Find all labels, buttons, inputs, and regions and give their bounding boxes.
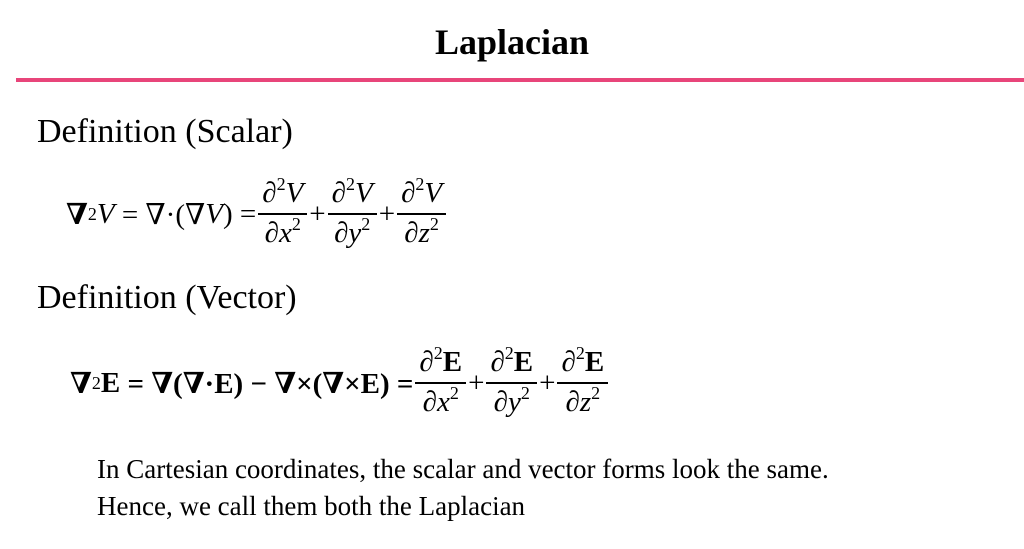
page-title: Laplacian — [434, 22, 590, 62]
plus-sign: + — [539, 366, 556, 399]
vector-definition-heading: Definition (Vector) — [37, 279, 297, 316]
scalar-definition-heading: Definition (Scalar) — [37, 113, 293, 150]
numerator: ∂$^2$V — [328, 175, 377, 215]
plus-sign: + — [309, 197, 326, 230]
note-line-2: Hence, we call them both the Laplacian — [97, 491, 526, 521]
vector-identity: = ∇(∇·E) − ∇×(∇×E) = — [120, 367, 414, 400]
title-divider — [16, 78, 1024, 82]
partial-derivative-y — [328, 175, 377, 253]
scalar-laplacian-equation: ∇ 2 V = ∇·(∇ V ) = $\frac{\partial^2V}{\partial x^2}$ + $\frac{\partial^2V}{\partial y^2}$ + $\frac{\partial^2V}{\partial z^2}$ — [66, 168, 448, 260]
partial-derivative-y — [486, 344, 537, 422]
numerator: ∂$^2$V — [397, 175, 446, 215]
divergence-of-gradient: = ∇·(∇ — [114, 198, 206, 231]
numerator: ∂$^2$E — [557, 344, 608, 384]
vector-laplacian-equation: ∇ 2 E = ∇(∇·E) − ∇×(∇×E) = $\frac{\partial^2E}{\partial x^2}$ + $\frac{\partial^2E}{\partial y^2}$ + $\frac{\partial^2E}{\partial z^2}$ — [70, 337, 610, 429]
denominator: $\partial z^2$ — [404, 214, 439, 249]
denominator: $\partial z^2$ — [565, 383, 601, 418]
partial-derivative-z — [557, 344, 608, 422]
plus-sign: + — [468, 366, 485, 399]
numerator: ∂$^2$V — [258, 175, 307, 215]
scalar-variable: V — [205, 197, 223, 230]
denominator: $\partial x^2$ — [422, 383, 459, 418]
partial-derivative-z — [397, 175, 446, 253]
nabla-symbol: ∇ — [70, 367, 92, 400]
denominator: $\partial y^2$ — [493, 383, 530, 418]
vector-field: E — [100, 366, 121, 399]
note-line-1: In Cartesian coordinates, the scalar and vector forms look the same. — [97, 454, 829, 484]
numerator: ∂$^2$E — [486, 344, 537, 384]
nabla-symbol: ∇ — [66, 198, 88, 231]
denominator: $\partial x^2$ — [264, 214, 301, 249]
denominator: $\partial y^2$ — [334, 214, 371, 249]
closing-paren: ) = — [222, 197, 257, 230]
plus-sign: + — [378, 197, 396, 230]
scalar-variable: V — [96, 197, 115, 230]
numerator: ∂$^2$E — [415, 344, 466, 384]
partial-derivative-x — [258, 175, 307, 253]
partial-derivative-x — [415, 344, 466, 422]
